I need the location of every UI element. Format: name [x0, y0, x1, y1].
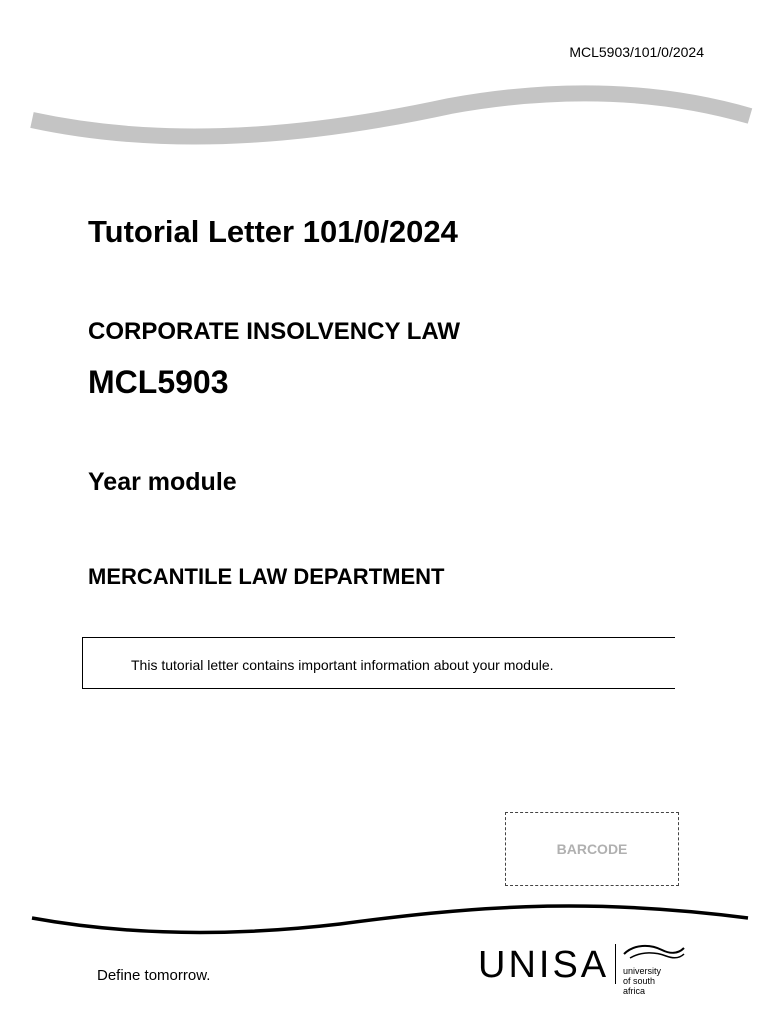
module-name: CORPORATE INSOLVENCY LAW: [88, 318, 461, 345]
decorative-wave-bottom: [0, 890, 768, 950]
module-type: Year module: [88, 468, 237, 496]
decorative-wave-top: [0, 80, 768, 150]
barcode-placeholder: [505, 812, 679, 886]
logo-wordmark: UNISA: [478, 944, 610, 986]
logo-subtitle-line-1: university: [623, 966, 662, 976]
barcode-label: BARCODE: [556, 841, 628, 857]
info-text: This tutorial letter contains important information about your module.: [131, 657, 554, 673]
logo-subtitle: [623, 966, 661, 996]
logo-separator: [615, 944, 616, 984]
tagline: Define tomorrow.: [97, 967, 211, 984]
logo-subtitle-line-2: of south africa: [623, 976, 656, 996]
module-code: MCL5903: [88, 364, 229, 400]
tutorial-letter-title: Tutorial Letter 101/0/2024: [88, 214, 458, 249]
info-box: [82, 637, 675, 689]
document-code: MCL5903/101/0/2024: [569, 44, 704, 60]
department-name: MERCANTILE LAW DEPARTMENT: [88, 564, 445, 589]
logo-swoosh-icon: [622, 942, 686, 964]
